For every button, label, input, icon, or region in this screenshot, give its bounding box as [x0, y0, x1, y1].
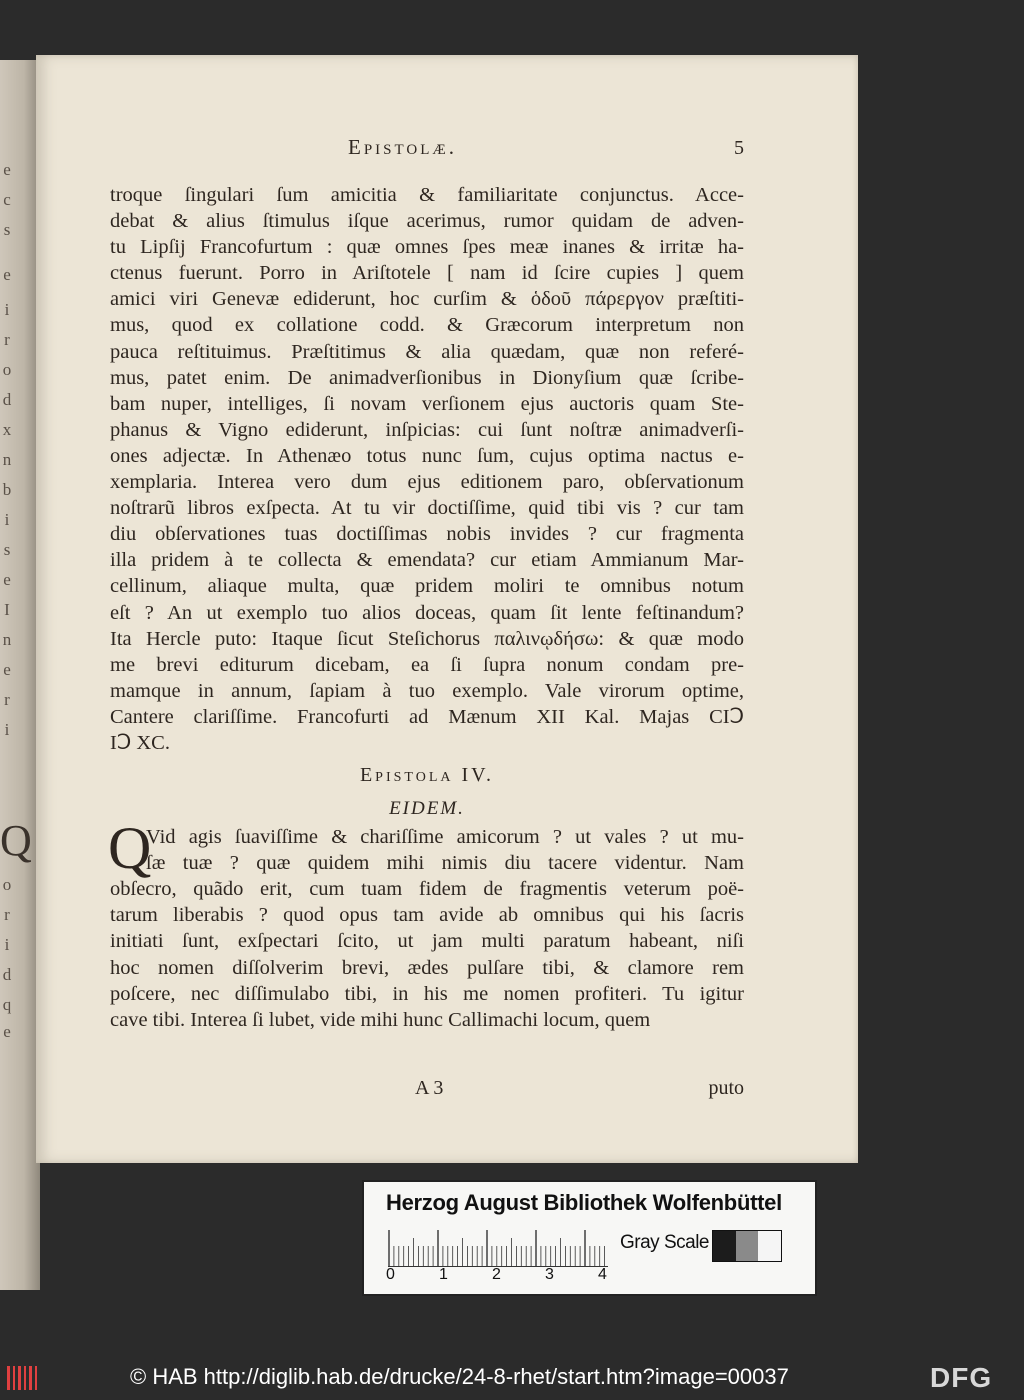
- facing-page-char: e: [3, 265, 11, 284]
- letter-addressee: EIDEM.: [389, 798, 465, 820]
- ruler-label: 3: [545, 1266, 554, 1283]
- facing-page-char: e: [3, 570, 11, 589]
- facing-page-char: c: [3, 190, 11, 209]
- facing-page-char: b: [2, 480, 12, 499]
- ruler-label: 4: [598, 1266, 607, 1283]
- drop-initial: Q: [108, 815, 152, 882]
- text-line: mus, quod ex collatione codd. & Græcorum interpretum non: [110, 314, 744, 337]
- text-line: poſcere, nec diſſimulabo tibi, in his me nomen profiteri. Tu igitur: [110, 982, 744, 1005]
- text-line: cave tibi. Interea ſi lubet, vide mihi hunc Callimachi locum, quem: [110, 1008, 651, 1031]
- text-line: debat & alius ſtimulus iſque acerimus, rumor quidam de adven-: [110, 210, 744, 233]
- facing-page-char: o: [2, 875, 12, 894]
- facing-page-char: q: [2, 995, 12, 1014]
- text-line: xemplaria. Interea vero dum ejus editionem paro, obſervationum: [110, 471, 744, 494]
- footer-bar: [0, 1356, 1024, 1400]
- catchword: puto: [708, 1077, 744, 1099]
- text-line: pauca reſtituimus. Præſtitimus & alia quædam, quæ non referé-: [110, 340, 744, 363]
- book-page: [36, 55, 858, 1163]
- text-line: Cantere clariſſime. Francofurti ad Mænum XII Kal. Majas CIↃ: [110, 705, 744, 728]
- library-name: Herzog August Bibliothek Wolfenbüttel: [386, 1190, 782, 1215]
- text-line: illa pridem à te collecta & emendata? cur etiam Ammianum Mar-: [110, 549, 744, 572]
- facing-page-char: d: [2, 965, 12, 984]
- facing-page-char: i: [4, 510, 10, 529]
- facing-page-char: x: [2, 420, 12, 439]
- text-line: diu obſervationes tuas doctiſſimas nobis invides ? cur fragmenta: [110, 523, 744, 546]
- text-line: cellinum, aliaque multa, quæ pridem moliri te omnibus notum: [110, 575, 744, 598]
- page-footer: [110, 1077, 744, 1105]
- facing-page-char: e: [3, 660, 11, 679]
- gray-scale-label: Gray Scale: [620, 1232, 709, 1253]
- text-line: mus, patet enim. De animadverſionibus in Dionyſium quæ ſcribe-: [110, 366, 744, 389]
- facing-page-char: n: [2, 450, 12, 469]
- ruler-label: 0: [386, 1266, 395, 1283]
- ruler-label: 2: [492, 1266, 501, 1283]
- letter-four-text: [108, 815, 744, 1033]
- text-line: IↃ XC.: [110, 731, 170, 754]
- page-text: [110, 182, 744, 1033]
- text-line: ctenus fuerunt. Porro in Ariſtotele [ nam id ſcire cupies ] quem: [110, 262, 744, 285]
- facing-page-char: r: [4, 330, 10, 349]
- facing-page-initial: Q: [0, 816, 32, 865]
- text-line: mamque in annum, ſapiam à tuo exemplo. Vale virorum optime,: [110, 679, 744, 702]
- gray-swatch: [736, 1231, 759, 1261]
- facing-page-char: s: [3, 220, 11, 239]
- facing-page-char: e: [3, 160, 11, 179]
- text-line: obſecro, quãdo erit, cum tuam fidem de fragmentis veterum poë-: [110, 878, 744, 901]
- text-line: ſæ tuæ ? quæ quidem mihi nimis diu tacere videntur. Nam: [146, 852, 744, 875]
- gray-swatch: [713, 1231, 736, 1261]
- gray-scale-swatches: [712, 1230, 782, 1262]
- copyright-link[interactable]: © HAB http://diglib.hab.de/drucke/24-8-rhet/start.htm?image=00037: [130, 1364, 789, 1389]
- facing-page-edge: [0, 60, 40, 1290]
- facing-page-char: d: [2, 390, 12, 409]
- color-scale-card: [362, 1180, 817, 1296]
- page-number: 5: [734, 137, 744, 159]
- facing-page-char: r: [4, 905, 10, 924]
- text-line: me brevi editurum dicebam, ea ſi ſupra nonum condam pre-: [110, 653, 744, 676]
- facing-page-char: i: [4, 720, 10, 739]
- dfg-logo: DFG: [930, 1362, 993, 1393]
- facing-page-char: i: [4, 935, 10, 954]
- text-line: tarum liberabis ? quod opus tam avide ab omnibus qui his ſacris: [110, 904, 744, 927]
- text-line: troque ſingulari ſum amicitia & familiaritate conjunctus. Acce-: [110, 184, 744, 206]
- text-line: amici viri Genevæ ediderunt, hoc curſim & ὁδοῦ πάρεργον præſtiti-: [110, 288, 744, 311]
- text-line: phanus & Vigno ediderunt, inſpicias: cui ſunt noſtræ animadverſi-: [110, 418, 744, 441]
- text-line: hoc nomen diſſolverim brevi, ædes pulſare tibi, & clamore rem: [110, 956, 744, 979]
- facing-page-char: r: [4, 690, 10, 709]
- page-header: [288, 135, 744, 165]
- ruler-label: 1: [439, 1266, 448, 1283]
- facing-page-char: i: [4, 300, 10, 319]
- facing-page-char: o: [2, 360, 12, 379]
- letter-three-text: [110, 182, 744, 756]
- text-line: bam nuper, intelliges, ſi novam verſionem ejus auctoris quam Ste-: [110, 392, 744, 415]
- ruler-labels: [386, 1266, 616, 1286]
- text-line: tu Lipſij Francofurtum : quæ omnes ſpes meæ inanes & irritæ ha-: [110, 236, 744, 259]
- text-line: ones adjectæ. In Athenæo totus nunc ſum, cujus optima nactus e-: [110, 444, 744, 467]
- facing-page-char: n: [2, 630, 12, 649]
- ruler-ticks: [388, 1226, 608, 1266]
- letter-heading: Epistola IV.: [359, 764, 495, 787]
- facing-page-char: I: [4, 600, 10, 619]
- text-line: eſt ? An ut exemplo tuo alios doceas, quam ſit lente feſtinandum?: [110, 601, 744, 624]
- facing-page-char: e: [3, 1022, 11, 1041]
- gray-swatch: [758, 1231, 781, 1261]
- running-head: Epistolæ.: [348, 135, 457, 159]
- ruler-scale: [388, 1226, 608, 1267]
- text-line: Ita Hercle puto: Itaque ſicut Steſichorus παλινῳδήσω: & quæ modo: [110, 627, 744, 650]
- text-line: noſtrarũ libros exſpecta. At tu vir doctiſſime, quid tibi vis ? cur tam: [110, 497, 744, 520]
- barcode-icon: [6, 1364, 42, 1392]
- text-line: Vid agis ſuaviſſime & chariſſime amicorum ? ut vales ? ut mu-: [146, 826, 744, 849]
- signature-mark: A 3: [415, 1077, 444, 1099]
- text-line: initiati ſunt, exſpectari ſcito, ut jam multi paratum habeant, niſi: [110, 930, 744, 953]
- facing-page-char: s: [3, 540, 11, 559]
